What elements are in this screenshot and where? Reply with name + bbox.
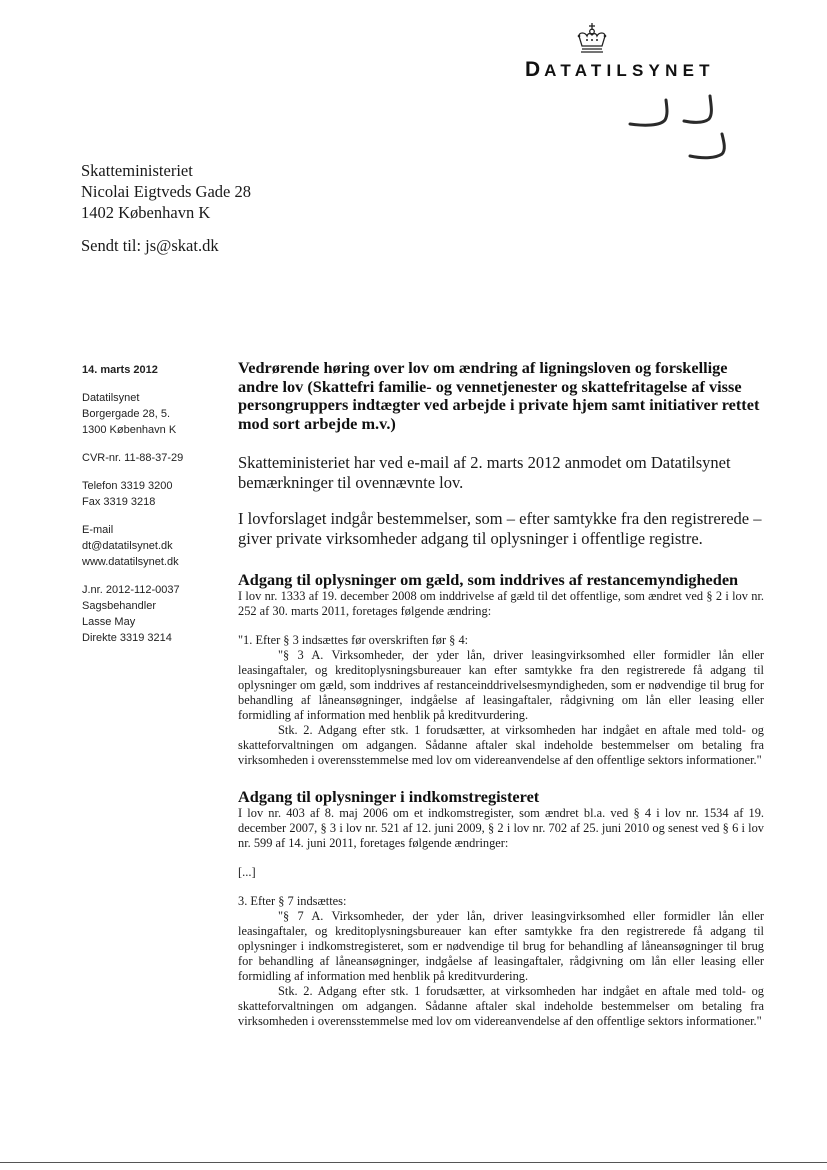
section-income-intro: I lov nr. 403 af 8. maj 2006 om et indkomstregister, som ændret bl.a. ved § 4 i lov nr. 1534 af 19. december 2007, § 3 i lov nr. 521 af 12. juni 2009, § 2 i lov nr. 702 af 25. juni 2010 og senest ved § 6 i lov nr. 599 af 14. juni 2011, foretages følgende ændringer: (238, 806, 764, 850)
logo-initial: D (525, 58, 545, 81)
letter-date: 14. marts 2012 (82, 364, 158, 376)
section-debt-paragraph-stk2: Stk. 2. Adgang efter stk. 1 forudsætter, at virksomheden har indgået en aftale med told- og skatteforvaltningen om adgangen. Sådanne aftaler skal indeholde bestemmelser om betaling fra virksomheden i overensstemmelse med lov om videreanvendelse af den offentlige sektors informationer." (238, 723, 764, 767)
email-address: dt@datatilsynet.dk (82, 540, 173, 552)
letter-body (238, 359, 764, 1029)
section-debt-paragraph-3a: "§ 3 A. Virksomheder, der yder lån, driver leasingvirksomhed eller formidler lån eller leasingaftaler, og kreditoplysningsbureauer kan efter samtykke fra den registrerede få adgang til oplysninger om gæld, som inddrives af restanceinddrivelsesmyndigheden, som er nødvendige til brug for behandling af låneansøgninger, indgåelse af leasingaftaler, rådgivning om lån eller leasing eller formidling af information med henblik på kreditvurdering. (238, 648, 764, 722)
section-debt-amendment-heading: "1. Efter § 3 indsættes før overskriften før § 4: (238, 633, 469, 647)
organization-logo-text (525, 58, 757, 82)
direct-phone: Direkte 3319 3214 (82, 632, 172, 644)
sender-org: Datatilsynet (82, 392, 140, 404)
section-debt-intro: I lov nr. 1333 af 19. december 2008 om inddrivelse af gæld til det offentlige, som ændret ved § 2 i lov nr. 252 af 30. marts 2011, foretages følgende ændring: (238, 589, 764, 618)
recipient-street: Nicolai Eigtveds Gade 28 (81, 182, 251, 201)
intro-paragraph: Skatteministeriet har ved e-mail af 2. marts 2012 anmodet om Datatilsynet bemærkninger til ovennævnte lov. (238, 453, 731, 492)
caseworker-name: Lasse May (82, 616, 136, 628)
sender-address-line1: Borgergade 28, 5. (82, 408, 171, 420)
section-heading-income-register: Adgang til oplysninger i indkomstregisteret (238, 787, 540, 806)
sender-sidebar (82, 362, 232, 646)
caseworker-label: Sagsbehandler (82, 600, 157, 612)
section-heading-debt: Adgang til oplysninger om gæld, som inddrives af restancemyndigheden (238, 570, 739, 589)
phone-number: Telefon 3319 3200 (82, 480, 173, 492)
recipient-address (81, 160, 381, 223)
sender-address-line2: 1300 København K (82, 424, 177, 436)
section-income-paragraph-stk2: Stk. 2. Adgang efter stk. 1 forudsætter, at virksomheden har indgået en aftale med told- og skatteforvaltningen om adgangen. Sådanne aftaler skal indeholde bestemmelser om betaling fra virksomheden i overensstemmelse med lov om videreanvendelse af den offentlige sektors informationer." (238, 984, 764, 1028)
recipient-city: 1402 København K (81, 203, 211, 222)
website: www.datatilsynet.dk (82, 556, 179, 568)
fax-number: Fax 3319 3218 (82, 496, 156, 508)
logo-rest: ATATILSYNET (544, 61, 715, 80)
email-label: E-mail (82, 524, 114, 536)
context-paragraph: I lovforslaget indgår bestemmelser, som – efter samtykke fra den registrerede – giver private virksomheder adgang til oplysninger i offentlige registre. (238, 509, 762, 548)
handwritten-initials (618, 88, 748, 170)
subject-heading: Vedrørende høring over lov om ændring af ligningsloven og forskellige andre lov (Skattefri familie- og vennetjenester og skattefritagelse af visse persongruppers indtægter ved arbejde i private hjem samt initiativer rettet mod sort arbejde m.v.) (238, 358, 760, 433)
section-income-amendment-heading: 3. Efter § 7 indsættes: (238, 894, 347, 908)
omission-marker: [...] (238, 865, 256, 879)
page-bottom-rule (0, 1162, 827, 1163)
recipient-name: Skatteministeriet (81, 161, 193, 180)
section-income-paragraph-7a: "§ 7 A. Virksomheder, der yder lån, driver leasingvirksomhed eller formidler lån eller leasingaftaler, og kreditoplysningsbureauer kan efter samtykke fra den registrerede få adgang til oplysninger i indkomstregisteret, som er nødvendige til brug for behandling af låneansøgninger til brug for behandling af låneansøgninger, indgåelse af leasingaftaler, rådgivning om lån eller leasing eller formidling af information med henblik på kreditvurdering. (238, 909, 764, 983)
sent-to-line: Sendt til: js@skat.dk (81, 236, 219, 255)
crown-logo-icon (575, 22, 609, 54)
journal-number: J.nr. 2012-112-0037 (82, 584, 180, 596)
cvr-number: CVR-nr. 11-88-37-29 (82, 452, 184, 464)
